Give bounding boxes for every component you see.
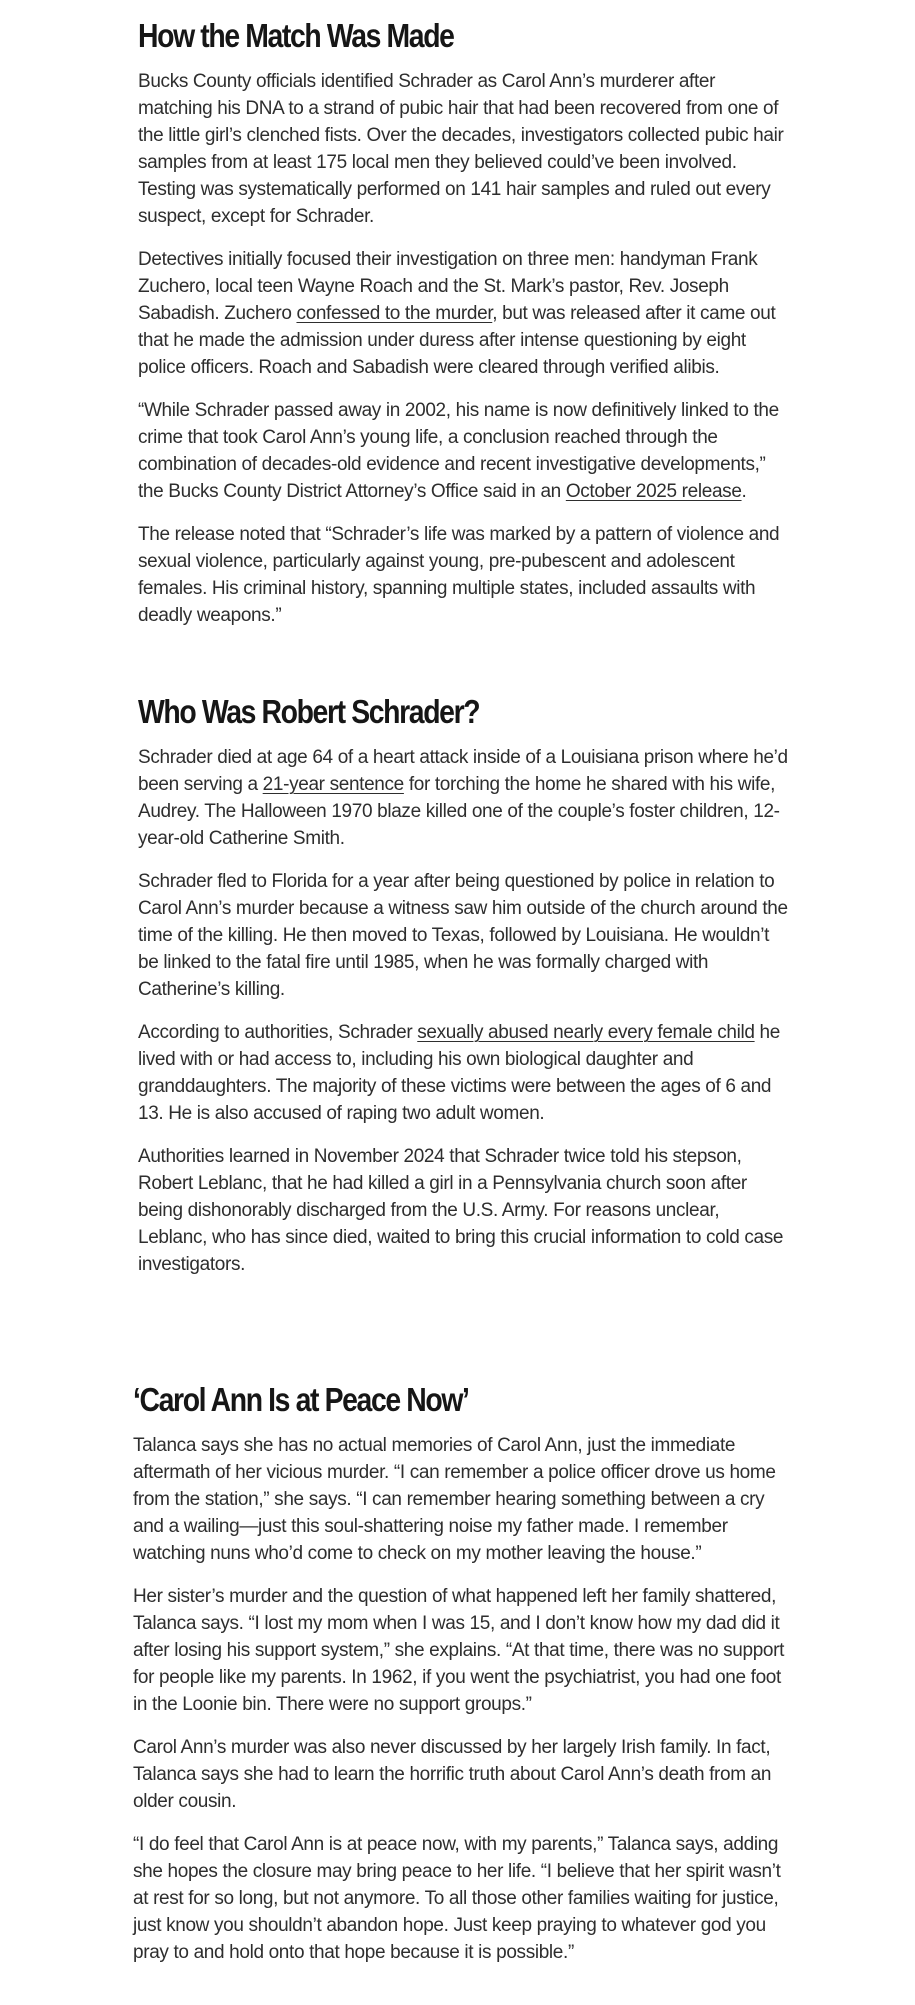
article-paragraph: Schrader fled to Florida for a year after being questioned by police in relation to Carol Ann’s murder because a witness saw him outside of the church around the time of the killing. He then moved to Texas, followed by Louisiana. He wouldn’t be linked to the fatal fire until 1985, when he was formally charged with Catherine’s killing. [138, 871, 788, 1000]
article-paragraph: Bucks County officials identified Schrader as Carol Ann’s murderer after matching his DNA to a strand of pubic hair that had been recovered from one of the little girl’s clenched fists. Over the decades, investigators collected pubic hair samples from at least 175 local men they believed could’ve been involved. Testing was systematically performed on 141 hair samples and ruled out every suspect, except for Schrader. [138, 71, 784, 227]
article-paragraph [138, 744, 788, 852]
paragraph-text: for torching the home he shared with his wife, Audrey. The Halloween 1970 blaze killed one of the couple’s foster children, 12-year-old Catherine Smith. [138, 774, 780, 849]
section-who-was-robert-schrader [138, 690, 788, 1294]
section-carol-ann-is-at-peace-now [133, 1378, 788, 1982]
confessed-to-the-murder-link[interactable]: confessed to the murder [296, 303, 493, 324]
section-heading: ‘Carol Ann Is at Peace Now’ [133, 1381, 469, 1418]
paragraph-text: “While Schrader passed away in 2002, his name is now definitively linked to the crime that took Carol Ann’s young life, a conclusion reached through the combination of decades-old evidence and recent investigative developments,” the Bucks County District Attorney’s Office said in an [138, 400, 779, 502]
sexually-abused-link[interactable]: sexually abused nearly every female child [417, 1022, 755, 1043]
article-paragraph: Carol Ann’s murder was also never discussed by her largely Irish family. In fact, Talanca says she had to learn the horrific truth about Carol Ann’s death from an older cousin. [133, 1737, 772, 1812]
paragraph-text: . [741, 481, 747, 502]
article-paragraph: Talanca says she has no actual memories of Carol Ann, just the immediate aftermath of her vicious murder. “I can remember a police officer drove us home from the station,” she says. “I can remember hearing something between a cry and a wailing—just this soul-shattering noise my father made. I remember watching nuns who’d come to check on my mother leaving the house.” [133, 1435, 776, 1564]
article-paragraph [138, 1019, 788, 1127]
paragraph-text: he lived with or had access to, including his own biological daughter and granddaughters. The majority of these victims were between the ages of 6 and 13. He is also accused of raping two adult women. [138, 1022, 780, 1124]
section-how-the-match-was-made [138, 14, 788, 645]
article-paragraph [138, 397, 788, 505]
paragraph-text: Schrader died at age 64 of a heart attack inside of a Louisiana prison where he’d been serving a [138, 747, 788, 795]
article-paragraph: Her sister’s murder and the question of what happened left her family shattered, Talanca says. “I lost my mom when I was 15, and I don’t know how my dad did it after losing his support system,” she explains. “At that time, there was no support for people like my parents. In 1962, if you went the psychiatrist, you had one foot in the Loonie bin. There were no support groups.” [133, 1586, 785, 1715]
article-paragraph: Authorities learned in November 2024 that Schrader twice told his stepson, Robert Leblanc, that he had killed a girl in a Pennsylvania church soon after being dishonorably discharged from the U.S. Army. For reasons unclear, Leblanc, who has since died, waited to bring this crucial information to cold case investigators. [138, 1146, 784, 1275]
section-heading: Who Was Robert Schrader? [138, 693, 480, 730]
october-2025-release-link[interactable]: October 2025 release [565, 481, 742, 502]
paragraph-text: According to authorities, Schrader [138, 1022, 418, 1043]
article-paragraph: “I do feel that Carol Ann is at peace now, with my parents,” Talanca says, adding she hopes the closure may bring peace to her life. “I believe that her spirit wasn’t at rest for so long, but not anymore. To all those other families waiting for justice, just know you shouldn’t abandon hope. Just keep praying to whatever god you pray to and hold onto that hope because it is possible.” [133, 1834, 781, 1963]
section-heading: How the Match Was Made [138, 17, 454, 54]
paragraph-text: Detectives initially focused their investigation on three men: handyman Frank Zuchero, local teen Wayne Roach and the St. Mark’s pastor, Rev. Joseph Sabadish. Zuchero [138, 249, 758, 324]
article-paragraph: The release noted that “Schrader’s life was marked by a pattern of violence and sexual violence, particularly against young, pre-pubescent and adolescent females. His criminal history, spanning multiple states, included assaults with deadly weapons.” [138, 524, 780, 626]
article-paragraph [138, 246, 788, 381]
21-year-sentence-link[interactable]: 21-year sentence [262, 774, 404, 795]
paragraph-text: , but was released after it came out that he made the admission under duress after intense questioning by eight police officers. Roach and Sabadish were cleared through verified alibis. [138, 303, 776, 378]
